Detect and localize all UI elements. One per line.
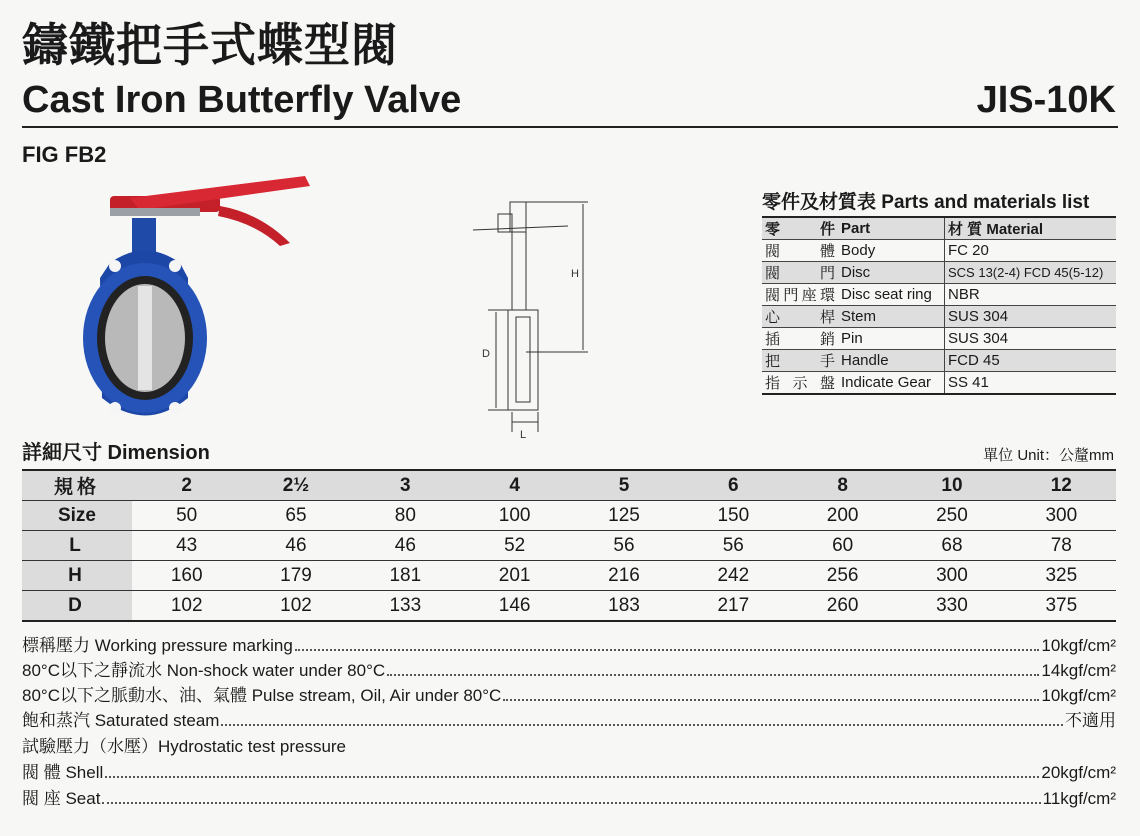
cell: 5: [569, 470, 678, 501]
cell: 52: [460, 531, 569, 561]
cell: 181: [351, 561, 460, 591]
spec-value: 14kgf/cm²: [1041, 661, 1116, 680]
cell: 56: [679, 531, 788, 561]
title-divider: [22, 126, 1118, 128]
cell: 150: [679, 501, 788, 531]
spec-label: 閥 座 Seat: [22, 789, 101, 808]
cell: 6: [679, 470, 788, 501]
dimension-table: [22, 469, 1116, 622]
cell: 80: [351, 501, 460, 531]
cell: 3: [351, 470, 460, 501]
part-zh: 閥門: [762, 262, 838, 284]
spec-value: 不適用: [1065, 711, 1116, 730]
cell: 78: [1007, 531, 1116, 561]
cell: 125: [569, 501, 678, 531]
cell: 183: [569, 591, 678, 622]
parts-row: [762, 284, 1116, 306]
parts-header-material: 材 質 Material: [945, 218, 1117, 240]
drawing-label-h: H: [571, 268, 579, 280]
standard-label: JIS-10K: [976, 79, 1116, 121]
part-material: FC 20: [945, 240, 1117, 262]
leader-dots: [221, 709, 1063, 726]
valve-body-illustration: [83, 218, 207, 416]
cell: 217: [679, 591, 788, 622]
cell: 4: [460, 470, 569, 501]
cell: 146: [460, 591, 569, 622]
dimension-title: 詳細尺寸 Dimension: [22, 442, 210, 464]
drawing-label-l: L: [520, 429, 527, 441]
spec-label: 飽和蒸汽 Saturated steam: [22, 711, 220, 730]
spec-label: 標稱壓力 Working pressure marking: [22, 636, 293, 655]
row-label: H: [22, 561, 132, 591]
parts-row: [762, 306, 1116, 328]
row-label: L: [22, 531, 132, 561]
spec-value: 20kgf/cm²: [1041, 763, 1116, 782]
part-name: Stem: [838, 306, 945, 328]
valve-photo: [70, 168, 370, 433]
cell: 2½: [241, 470, 350, 501]
cell: 8: [788, 470, 897, 501]
spec-line: [22, 709, 1116, 733]
part-material: SCS 13(2-4) FCD 45(5-12): [945, 262, 1117, 284]
spec-label: 閥 體 Shell: [22, 763, 104, 782]
cell: 330: [897, 591, 1006, 622]
part-material: NBR: [945, 284, 1117, 306]
part-zh: 插銷: [762, 328, 838, 350]
cell: 242: [679, 561, 788, 591]
row-label: 規格: [22, 470, 132, 501]
parts-row: [762, 350, 1116, 372]
part-name: Handle: [838, 350, 945, 372]
cell: 68: [897, 531, 1006, 561]
cell: 179: [241, 561, 350, 591]
cell: 65: [241, 501, 350, 531]
parts-header-zh: 零件: [762, 218, 838, 240]
parts-row: [762, 262, 1116, 284]
cell: 2: [132, 470, 241, 501]
cell: 133: [351, 591, 460, 622]
figure-number: FIG FB2: [22, 142, 107, 167]
spec-value: 11kgf/cm²: [1042, 789, 1116, 808]
part-zh: 心桿: [762, 306, 838, 328]
part-name: Pin: [838, 328, 945, 350]
cell: 12: [1007, 470, 1116, 501]
part-material: FCD 45: [945, 350, 1117, 372]
part-zh: 指示盤: [762, 372, 838, 395]
parts-header-part: Part: [838, 218, 945, 240]
cell: 201: [460, 561, 569, 591]
part-name: Indicate Gear: [838, 372, 945, 395]
part-material: SUS 304: [945, 328, 1117, 350]
unit-label: 單位 Unit：公釐mm: [983, 447, 1114, 464]
drawing-label-d: D: [482, 348, 490, 360]
leader-dots: [102, 787, 1040, 804]
leader-dots: [387, 659, 1039, 676]
part-material: SS 41: [945, 372, 1117, 395]
spec-label: 80°C以下之脈動水、油、氣體 Pulse stream, Oil, Air under 80°C: [22, 686, 502, 705]
spec-value: 10kgf/cm²: [1041, 636, 1116, 655]
leader-dots: [105, 761, 1039, 778]
cell: 216: [569, 561, 678, 591]
dim-row-h: [22, 561, 1116, 591]
dim-row-inch: [22, 470, 1116, 501]
row-label: D: [22, 591, 132, 622]
dim-row-l: [22, 531, 1116, 561]
leader-dots: [503, 684, 1039, 701]
title-chinese: 鑄鐵把手式蝶型閥: [22, 19, 398, 71]
cell: 100: [460, 501, 569, 531]
cell: 46: [351, 531, 460, 561]
dim-row-size: [22, 501, 1116, 531]
title-english: Cast Iron Butterfly Valve: [22, 79, 462, 121]
row-label: Size: [22, 501, 132, 531]
cell: 160: [132, 561, 241, 591]
spec-line: [22, 787, 1116, 811]
leader-dots: [295, 634, 1040, 651]
cell: 102: [132, 591, 241, 622]
cell: 60: [788, 531, 897, 561]
part-zh: 把手: [762, 350, 838, 372]
spec-label: 80°C以下之靜流水 Non-shock water under 80°C: [22, 661, 386, 680]
cell: 256: [788, 561, 897, 591]
cell: 325: [1007, 561, 1116, 591]
parts-header-row: [762, 218, 1116, 240]
cell: 10: [897, 470, 1006, 501]
cell: 50: [132, 501, 241, 531]
cell: 300: [897, 561, 1006, 591]
cell: 102: [241, 591, 350, 622]
dimension-drawing: [468, 192, 598, 442]
parts-table: [762, 190, 1116, 395]
cell: 375: [1007, 591, 1116, 622]
parts-row: [762, 372, 1116, 395]
part-name: Disc: [838, 262, 945, 284]
cell: 56: [569, 531, 678, 561]
parts-row: [762, 328, 1116, 350]
spec-value: 10kgf/cm²: [1041, 686, 1116, 705]
part-zh: 閥門座環: [762, 284, 838, 306]
part-material: SUS 304: [945, 306, 1117, 328]
part-name: Body: [838, 240, 945, 262]
cell: 46: [241, 531, 350, 561]
parts-table-title: 零件及材質表 Parts and materials list: [762, 190, 1116, 218]
cell: 300: [1007, 501, 1116, 531]
cell: 200: [788, 501, 897, 531]
dim-row-d: [22, 591, 1116, 622]
cell: 43: [132, 531, 241, 561]
part-name: Disc seat ring: [838, 284, 945, 306]
spec-line: [22, 761, 1116, 785]
spec-line: [22, 735, 1116, 759]
spec-label: 試驗壓力（水壓）Hydrostatic test pressure: [22, 737, 347, 756]
cell: 260: [788, 591, 897, 622]
spec-line: [22, 634, 1116, 658]
spec-line: [22, 659, 1116, 683]
spec-line: [22, 684, 1116, 708]
cell: 250: [897, 501, 1006, 531]
part-zh: 閥體: [762, 240, 838, 262]
parts-row: [762, 240, 1116, 262]
